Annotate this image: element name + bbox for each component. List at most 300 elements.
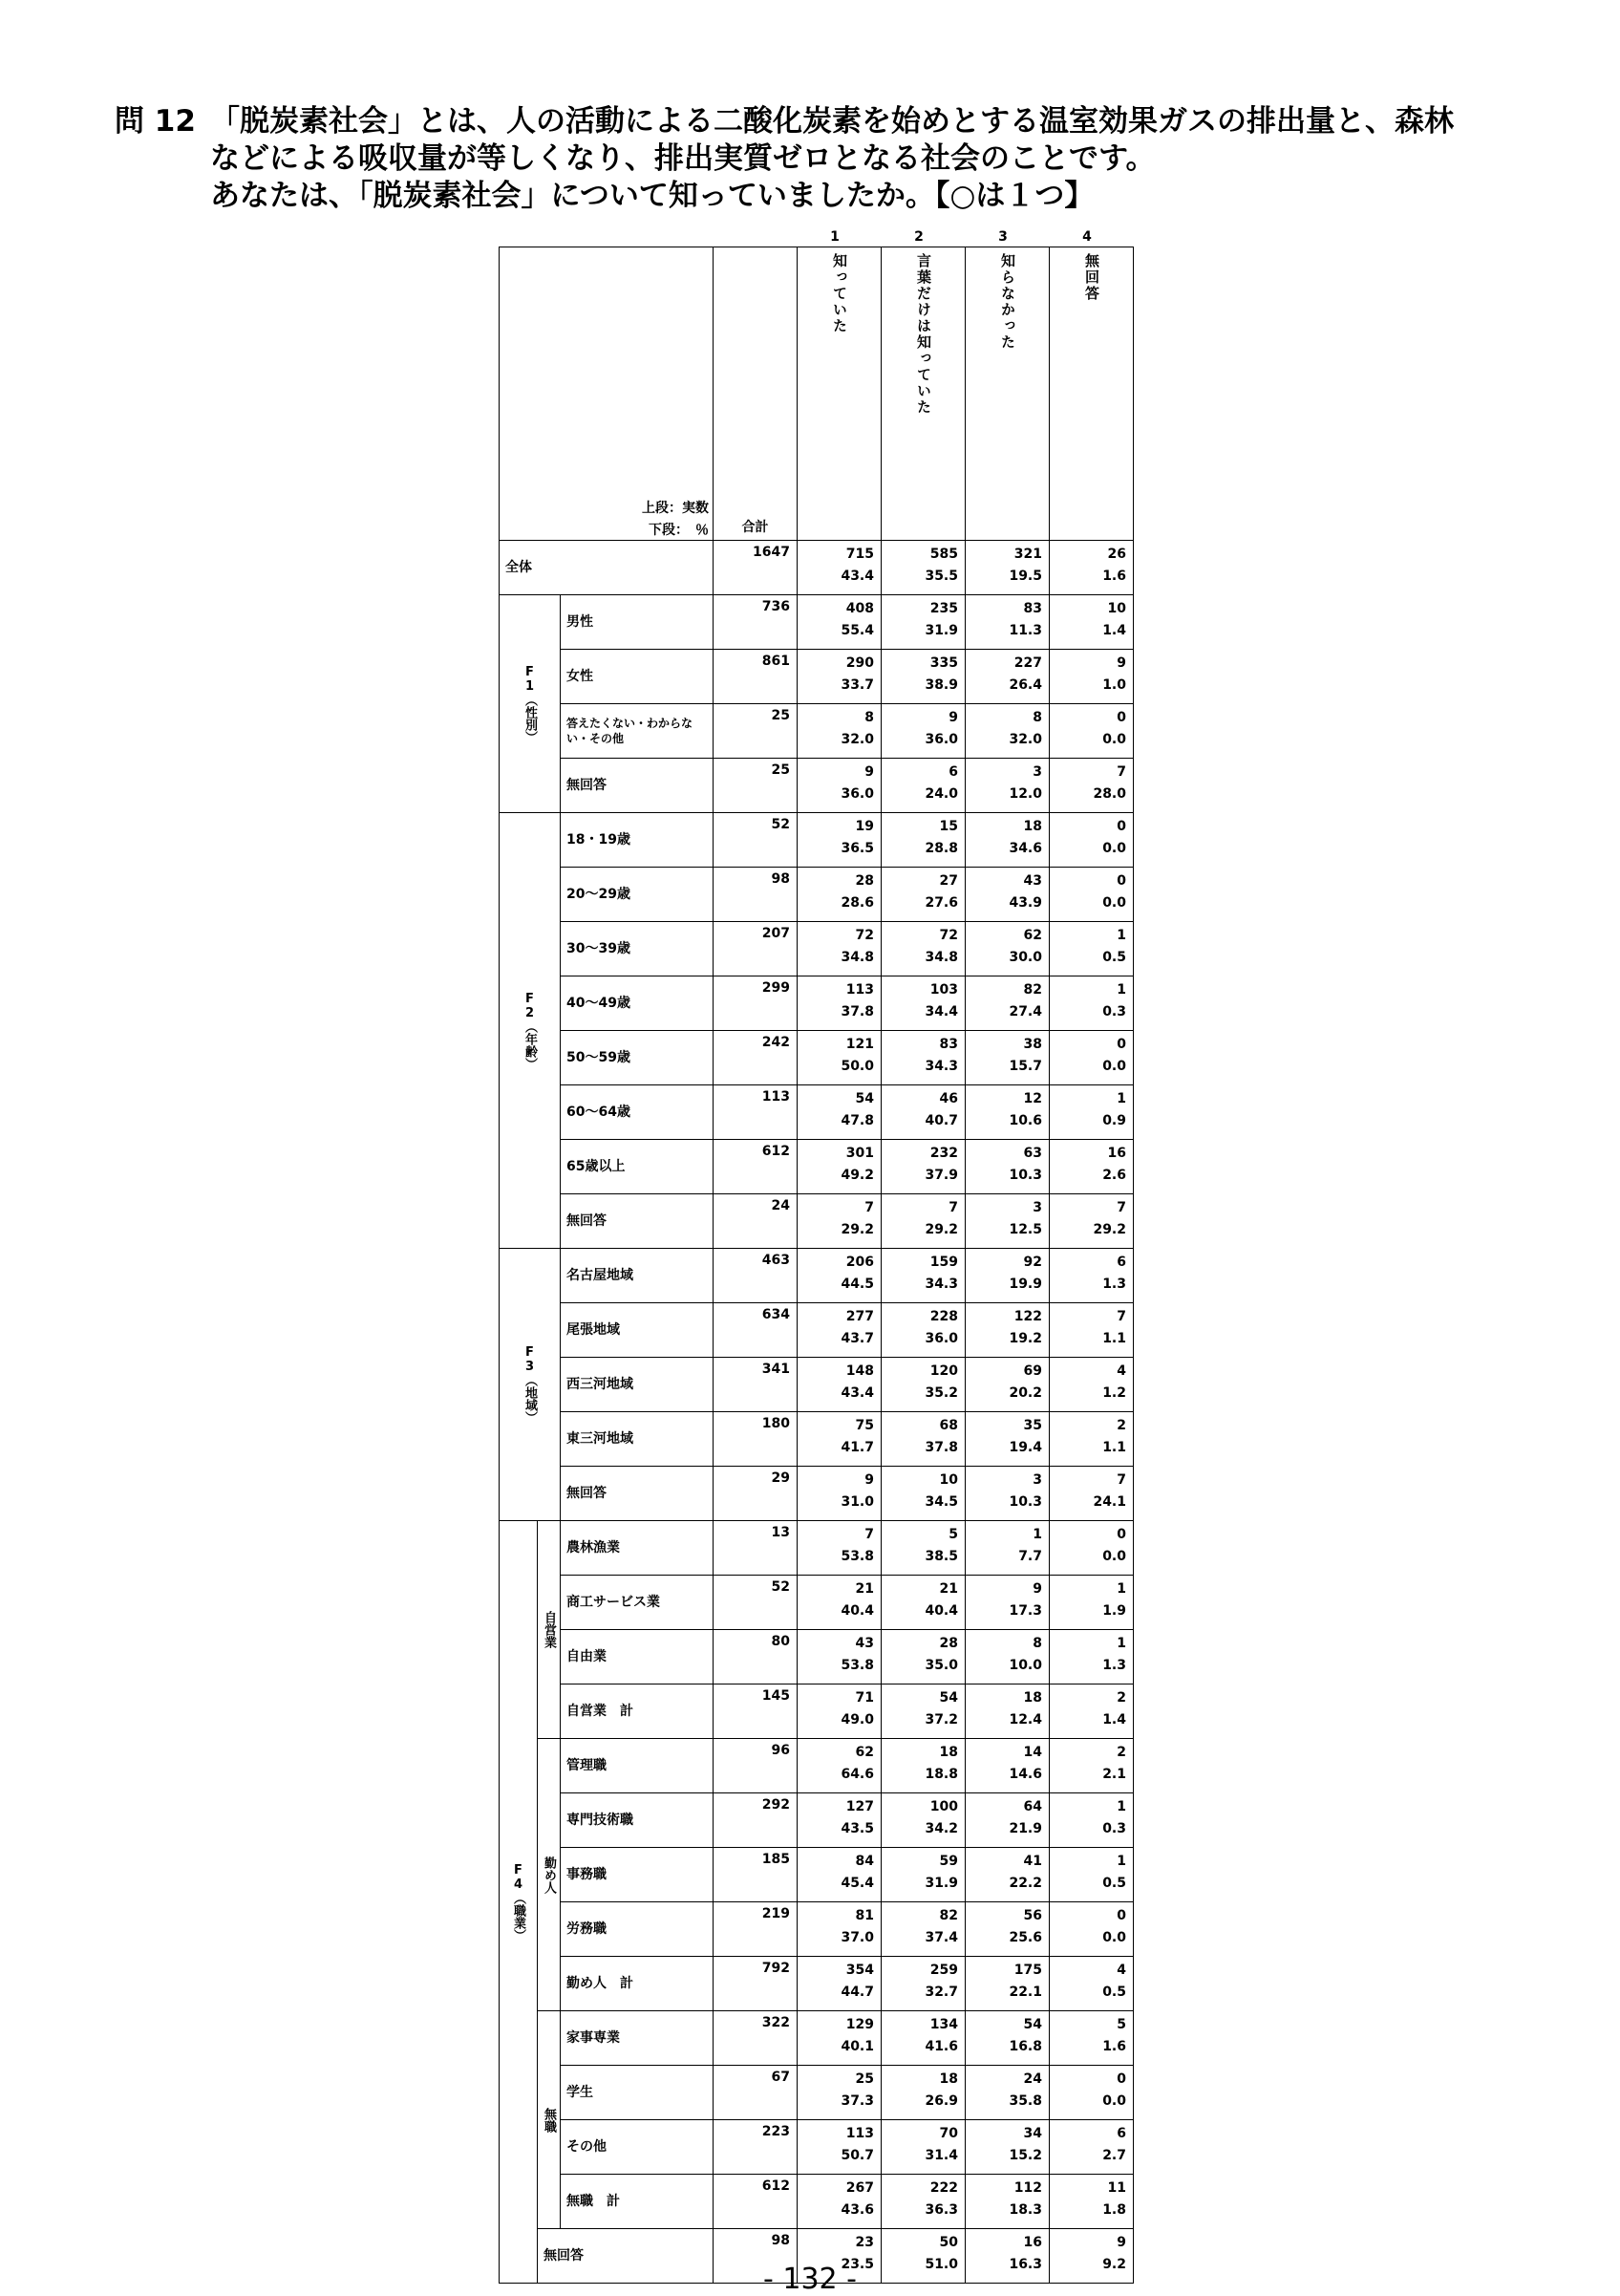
table-row (500, 541, 1134, 595)
data-cell (1050, 704, 1134, 759)
count-value: 7 (1117, 1472, 1126, 1488)
data-cell (882, 1630, 966, 1684)
row-total-value: 96 (771, 1743, 790, 1758)
row-total-value: 67 (771, 2070, 790, 2085)
data-cell (798, 1848, 882, 1902)
count-value: 26 (1107, 547, 1126, 562)
count-value: 38 (1023, 1037, 1042, 1052)
count-value: 7 (1117, 764, 1126, 780)
percent-value: 43.6 (841, 2202, 874, 2218)
data-cell (882, 976, 966, 1031)
percent-value: 12.5 (1009, 1222, 1042, 1237)
row-label-text: 自由業 (566, 1649, 607, 1664)
percent-value: 0.5 (1102, 1985, 1126, 2000)
crosstab-table (499, 247, 1134, 2284)
count-value: 25 (855, 2071, 874, 2087)
percent-value: 31.9 (925, 623, 958, 638)
percent-value: 40.4 (925, 1603, 958, 1619)
percent-value: 0.9 (1102, 1113, 1126, 1128)
data-cell (798, 1739, 882, 1793)
percent-value: 37.0 (841, 1930, 874, 1945)
count-value: 69 (1023, 1363, 1042, 1379)
data-cell (882, 922, 966, 976)
data-cell (966, 1684, 1050, 1739)
group-label-text: F3（地域） (522, 1345, 537, 1424)
percent-value: 34.3 (925, 1059, 958, 1074)
row-total (714, 2120, 798, 2175)
row-label-text: 18・19歳 (566, 832, 630, 848)
percent-value: 34.3 (925, 1277, 958, 1292)
count-value: 16 (1023, 2235, 1042, 2250)
count-value: 113 (845, 982, 874, 998)
percent-value: 19.5 (1009, 569, 1042, 584)
row-label-text: 東三河地域 (566, 1431, 633, 1447)
table-row (500, 595, 1134, 650)
row-label (561, 2011, 714, 2066)
count-value: 113 (845, 2126, 874, 2141)
count-value: 82 (1023, 982, 1042, 998)
percent-value: 36.0 (925, 732, 958, 747)
data-cell (966, 1957, 1050, 2011)
percent-value: 10.0 (1009, 1658, 1042, 1673)
table-row (500, 813, 1134, 868)
data-cell (966, 1902, 1050, 1957)
row-total-value: 145 (761, 1688, 790, 1704)
group-label-text: F1（性別） (522, 664, 537, 743)
table-row (500, 1957, 1134, 2011)
percent-value: 2.7 (1102, 2148, 1126, 2163)
question-number: 問 12 (115, 104, 196, 139)
row-label-text: 農林漁業 (566, 1540, 620, 1556)
percent-value: 0.0 (1102, 895, 1126, 911)
percent-value: 37.3 (841, 2093, 874, 2109)
group-label (538, 1739, 561, 2011)
data-cell (1050, 1412, 1134, 1467)
percent-value: 37.8 (925, 1440, 958, 1455)
table-row (500, 1630, 1134, 1684)
count-value: 50 (939, 2235, 958, 2250)
count-value: 23 (855, 2235, 874, 2250)
percent-value: 27.4 (1009, 1004, 1042, 1019)
count-value: 4 (1117, 1963, 1126, 1978)
row-total (714, 704, 798, 759)
data-cell (882, 1576, 966, 1630)
row-label (561, 976, 714, 1031)
data-cell (1050, 759, 1134, 813)
count-value: 103 (929, 982, 958, 998)
data-cell (882, 1739, 966, 1793)
percent-value: 0.0 (1102, 1059, 1126, 1074)
data-cell (1050, 2011, 1134, 2066)
data-cell (966, 976, 1050, 1031)
count-value: 127 (845, 1799, 874, 1814)
data-cell (798, 976, 882, 1031)
data-cell (882, 759, 966, 813)
count-value: 235 (929, 601, 958, 616)
data-cell (882, 2120, 966, 2175)
percent-value: 11.3 (1009, 623, 1042, 638)
row-total-value: 185 (761, 1852, 790, 1867)
table-row (500, 1684, 1134, 1739)
group-label (500, 595, 561, 813)
row-total-value: 292 (761, 1797, 790, 1813)
data-cell (966, 2175, 1050, 2229)
data-cell (882, 1412, 966, 1467)
data-cell (1050, 1249, 1134, 1303)
percent-value: 34.8 (925, 950, 958, 965)
percent-value: 1.9 (1102, 1603, 1126, 1619)
table-row (500, 1194, 1134, 1249)
row-total-value: 29 (771, 1470, 790, 1486)
table-row (500, 1031, 1134, 1085)
data-cell (798, 1467, 882, 1521)
percent-value: 17.3 (1009, 1603, 1042, 1619)
count-value: 70 (939, 2126, 958, 2141)
data-cell (1050, 595, 1134, 650)
row-label (561, 1358, 714, 1412)
row-label-text: 答えたくない・わからない・その他 (566, 717, 693, 745)
table-row (500, 868, 1134, 922)
count-value: 6 (949, 764, 958, 780)
percent-value: 31.9 (925, 1876, 958, 1891)
percent-value: 40.1 (841, 2039, 874, 2054)
percent-value: 37.2 (925, 1712, 958, 1727)
count-value: 28 (939, 1636, 958, 1651)
percent-value: 49.2 (841, 1168, 874, 1183)
count-value: 10 (1107, 601, 1126, 616)
row-label (561, 1249, 714, 1303)
count-value: 62 (855, 1745, 874, 1760)
row-label (561, 2175, 714, 2229)
data-cell (798, 1303, 882, 1358)
count-value: 715 (845, 547, 874, 562)
count-value: 1 (1117, 982, 1126, 998)
data-cell (1050, 1467, 1134, 1521)
percent-value: 41.7 (841, 1440, 874, 1455)
count-value: 1 (1117, 1636, 1126, 1651)
percent-value: 1.4 (1102, 623, 1126, 638)
percent-value: 18.3 (1009, 2202, 1042, 2218)
row-label-text: 労務職 (566, 1921, 607, 1937)
data-cell (798, 1630, 882, 1684)
row-total-value: 242 (761, 1035, 790, 1050)
percent-value: 25.6 (1009, 1930, 1042, 1945)
count-value: 46 (939, 1091, 958, 1106)
count-value: 72 (939, 928, 958, 943)
percent-value: 1.3 (1102, 1658, 1126, 1673)
row-label-text: 学生 (566, 2085, 593, 2100)
percent-value: 35.2 (925, 1385, 958, 1401)
count-value: 62 (1023, 928, 1042, 943)
data-cell (882, 2066, 966, 2120)
row-label-text: 名古屋地域 (566, 1268, 633, 1283)
row-total (714, 868, 798, 922)
data-cell (966, 1739, 1050, 1793)
data-cell (882, 1085, 966, 1140)
lower-label: 下段： ％ (649, 523, 709, 538)
row-total (714, 1684, 798, 1739)
count-value: 0 (1117, 1037, 1126, 1052)
count-value: 18 (1023, 819, 1042, 834)
percent-value: 24.1 (1093, 1494, 1126, 1510)
percent-value: 15.7 (1009, 1059, 1042, 1074)
data-cell (882, 1793, 966, 1848)
percent-value: 1.1 (1102, 1440, 1126, 1455)
row-label-text: 女性 (566, 669, 593, 684)
percent-value: 1.0 (1102, 677, 1126, 693)
count-value: 9 (949, 710, 958, 725)
data-cell (966, 1412, 1050, 1467)
percent-value: 1.6 (1102, 569, 1126, 584)
row-label-text: 男性 (566, 614, 593, 630)
percent-value: 29.2 (841, 1222, 874, 1237)
row-total (714, 922, 798, 976)
count-value: 75 (855, 1418, 874, 1433)
row-total (714, 2011, 798, 2066)
row-label (561, 1630, 714, 1684)
count-value: 35 (1023, 1418, 1042, 1433)
table-row (500, 1140, 1134, 1194)
percent-value: 1.8 (1102, 2202, 1126, 2218)
row-total-value: 207 (761, 926, 790, 941)
row-label (561, 704, 714, 759)
row-label-text: 30～39歳 (566, 941, 630, 956)
percent-value: 31.0 (841, 1494, 874, 1510)
row-label-text: 20～29歳 (566, 887, 630, 902)
data-cell (966, 922, 1050, 976)
percent-value: 28.0 (1093, 786, 1126, 802)
row-label-text: 50～59歳 (566, 1050, 630, 1065)
percent-value: 0.3 (1102, 1821, 1126, 1836)
percent-value: 29.2 (1093, 1222, 1126, 1237)
percent-value: 44.7 (841, 1985, 874, 2000)
table-row (500, 704, 1134, 759)
data-cell (966, 2066, 1050, 2120)
row-label-text: 勤め人 計 (566, 1976, 633, 1991)
data-cell (1050, 1902, 1134, 1957)
row-label (561, 1902, 714, 1957)
row-total (714, 1957, 798, 2011)
percent-value: 1.4 (1102, 1712, 1126, 1727)
count-value: 277 (845, 1309, 874, 1324)
data-cell (798, 1140, 882, 1194)
row-label (561, 1793, 714, 1848)
percent-value: 37.4 (925, 1930, 958, 1945)
percent-value: 1.3 (1102, 1277, 1126, 1292)
data-cell (882, 1684, 966, 1739)
row-total (714, 1194, 798, 1249)
data-cell (966, 704, 1050, 759)
data-cell (1050, 1957, 1134, 2011)
row-label (561, 1521, 714, 1576)
group-label-text: F2（年齢） (522, 991, 537, 1070)
row-total (714, 813, 798, 868)
data-cell (966, 1085, 1050, 1140)
column-header-label: 知っていた (831, 253, 848, 334)
percent-value: 28.6 (841, 895, 874, 911)
data-cell (882, 1467, 966, 1521)
data-cell (966, 1576, 1050, 1630)
percent-value: 53.8 (841, 1658, 874, 1673)
table-row (500, 650, 1134, 704)
table-row (500, 922, 1134, 976)
percent-value: 22.2 (1009, 1876, 1042, 1891)
question-heading (115, 103, 1454, 215)
count-value: 129 (845, 2017, 874, 2032)
data-cell (798, 922, 882, 976)
percent-value: 27.6 (925, 895, 958, 911)
data-cell (798, 759, 882, 813)
group-label-text: 無職 (542, 2107, 556, 2133)
row-total (714, 541, 798, 595)
row-label-text: 無回答 (566, 778, 607, 793)
table-row (500, 1848, 1134, 1902)
percent-value: 41.6 (925, 2039, 958, 2054)
table-row (500, 976, 1134, 1031)
row-total (714, 1848, 798, 1902)
count-value: 148 (845, 1363, 874, 1379)
percent-value: 35.8 (1009, 2093, 1042, 2109)
data-cell (966, 813, 1050, 868)
percent-value: 33.7 (841, 677, 874, 693)
table-row (500, 1521, 1134, 1576)
row-total (714, 1412, 798, 1467)
row-total (714, 1902, 798, 1957)
percent-value: 10.3 (1009, 1494, 1042, 1510)
percent-value: 49.0 (841, 1712, 874, 1727)
count-value: 43 (1023, 873, 1042, 889)
question-text-line-3: あなたは、「脱炭素社会」について知っていましたか。【○は１つ】 (210, 179, 1095, 213)
count-value: 4 (1117, 1363, 1126, 1379)
data-cell (1050, 1793, 1134, 1848)
count-value: 6 (1117, 2126, 1126, 2141)
percent-value: 22.1 (1009, 1985, 1042, 2000)
percent-value: 36.0 (925, 1331, 958, 1346)
count-value: 72 (855, 928, 874, 943)
row-total (714, 1249, 798, 1303)
group-label (538, 2011, 561, 2229)
data-cell (1050, 1576, 1134, 1630)
count-value: 34 (1023, 2126, 1042, 2141)
percent-value: 36.3 (925, 2202, 958, 2218)
data-cell (1050, 922, 1134, 976)
data-cell (1050, 976, 1134, 1031)
data-cell (966, 1630, 1050, 1684)
data-cell (798, 1957, 882, 2011)
row-label-text: 無職 計 (566, 2194, 620, 2209)
count-value: 9 (1117, 655, 1126, 671)
percent-value: 40.7 (925, 1113, 958, 1128)
total-label: 合計 (741, 520, 769, 535)
count-value: 227 (1013, 655, 1042, 671)
data-cell (966, 650, 1050, 704)
row-total-value: 98 (771, 871, 790, 887)
data-cell (882, 1848, 966, 1902)
table-row (500, 1902, 1134, 1957)
row-label (561, 1140, 714, 1194)
row-total (714, 1085, 798, 1140)
group-label (538, 1521, 561, 1739)
column-header (1050, 247, 1134, 541)
percent-value: 64.6 (841, 1767, 874, 1782)
data-cell (966, 759, 1050, 813)
count-value: 232 (929, 1146, 958, 1161)
row-label-text: 無回答 (544, 2248, 584, 2264)
count-value: 19 (855, 819, 874, 834)
data-cell (1050, 1358, 1134, 1412)
count-value: 3 (1033, 1200, 1042, 1215)
percent-value: 50.0 (841, 1059, 874, 1074)
table-row (500, 1739, 1134, 1793)
count-value: 64 (1023, 1799, 1042, 1814)
row-total-value: 52 (771, 1579, 790, 1595)
data-cell (966, 1194, 1050, 1249)
percent-value: 7.7 (1018, 1549, 1042, 1564)
count-value: 2 (1117, 1690, 1126, 1706)
row-label (561, 1739, 714, 1793)
percent-value: 0.0 (1102, 2093, 1126, 2109)
data-cell (1050, 1140, 1134, 1194)
percent-value: 50.7 (841, 2148, 874, 2163)
count-value: 7 (949, 1200, 958, 1215)
row-total (714, 976, 798, 1031)
row-total-value: 322 (761, 2015, 790, 2030)
data-cell (1050, 2175, 1134, 2229)
data-cell (882, 1194, 966, 1249)
percent-value: 0.5 (1102, 1876, 1126, 1891)
percent-value: 32.0 (841, 732, 874, 747)
row-label (561, 868, 714, 922)
row-label-text: 家事専業 (566, 2030, 620, 2046)
row-label-text: 西三河地域 (566, 1377, 633, 1392)
row-total (714, 1739, 798, 1793)
percent-value: 23.5 (841, 2257, 874, 2272)
data-cell (798, 1902, 882, 1957)
group-label (500, 1521, 538, 2284)
count-value: 5 (1117, 2017, 1126, 2032)
percent-value: 9.2 (1102, 2257, 1126, 2272)
count-value: 82 (939, 1908, 958, 1923)
data-cell (798, 1576, 882, 1630)
count-value: 59 (939, 1854, 958, 1869)
row-total-value: 1647 (753, 545, 790, 560)
percent-value: 0.0 (1102, 732, 1126, 747)
data-cell (882, 595, 966, 650)
data-cell (798, 2175, 882, 2229)
count-value: 7 (864, 1527, 874, 1542)
group-label-text: 自営業 (542, 1611, 556, 1648)
data-cell (1050, 2120, 1134, 2175)
data-cell (798, 2120, 882, 2175)
column-header (966, 247, 1050, 541)
row-label (561, 1848, 714, 1902)
percent-value: 1.2 (1102, 1385, 1126, 1401)
data-cell (798, 541, 882, 595)
row-label-text: 自営業 計 (566, 1704, 633, 1719)
percent-value: 26.9 (925, 2093, 958, 2109)
count-value: 175 (1013, 1963, 1042, 1978)
column-number: 1 (830, 229, 840, 245)
data-cell (798, 1684, 882, 1739)
row-label (561, 922, 714, 976)
row-label (561, 1031, 714, 1085)
row-total-value: 25 (771, 708, 790, 723)
data-cell (966, 1358, 1050, 1412)
count-value: 7 (1117, 1309, 1126, 1324)
count-value: 18 (1023, 1690, 1042, 1706)
question-text-line-1: 「脱炭素社会」とは、人の活動による二酸化炭素を始めとする温室効果ガスの排出量と、森林 (210, 104, 1454, 139)
row-total-value: 341 (761, 1362, 790, 1377)
